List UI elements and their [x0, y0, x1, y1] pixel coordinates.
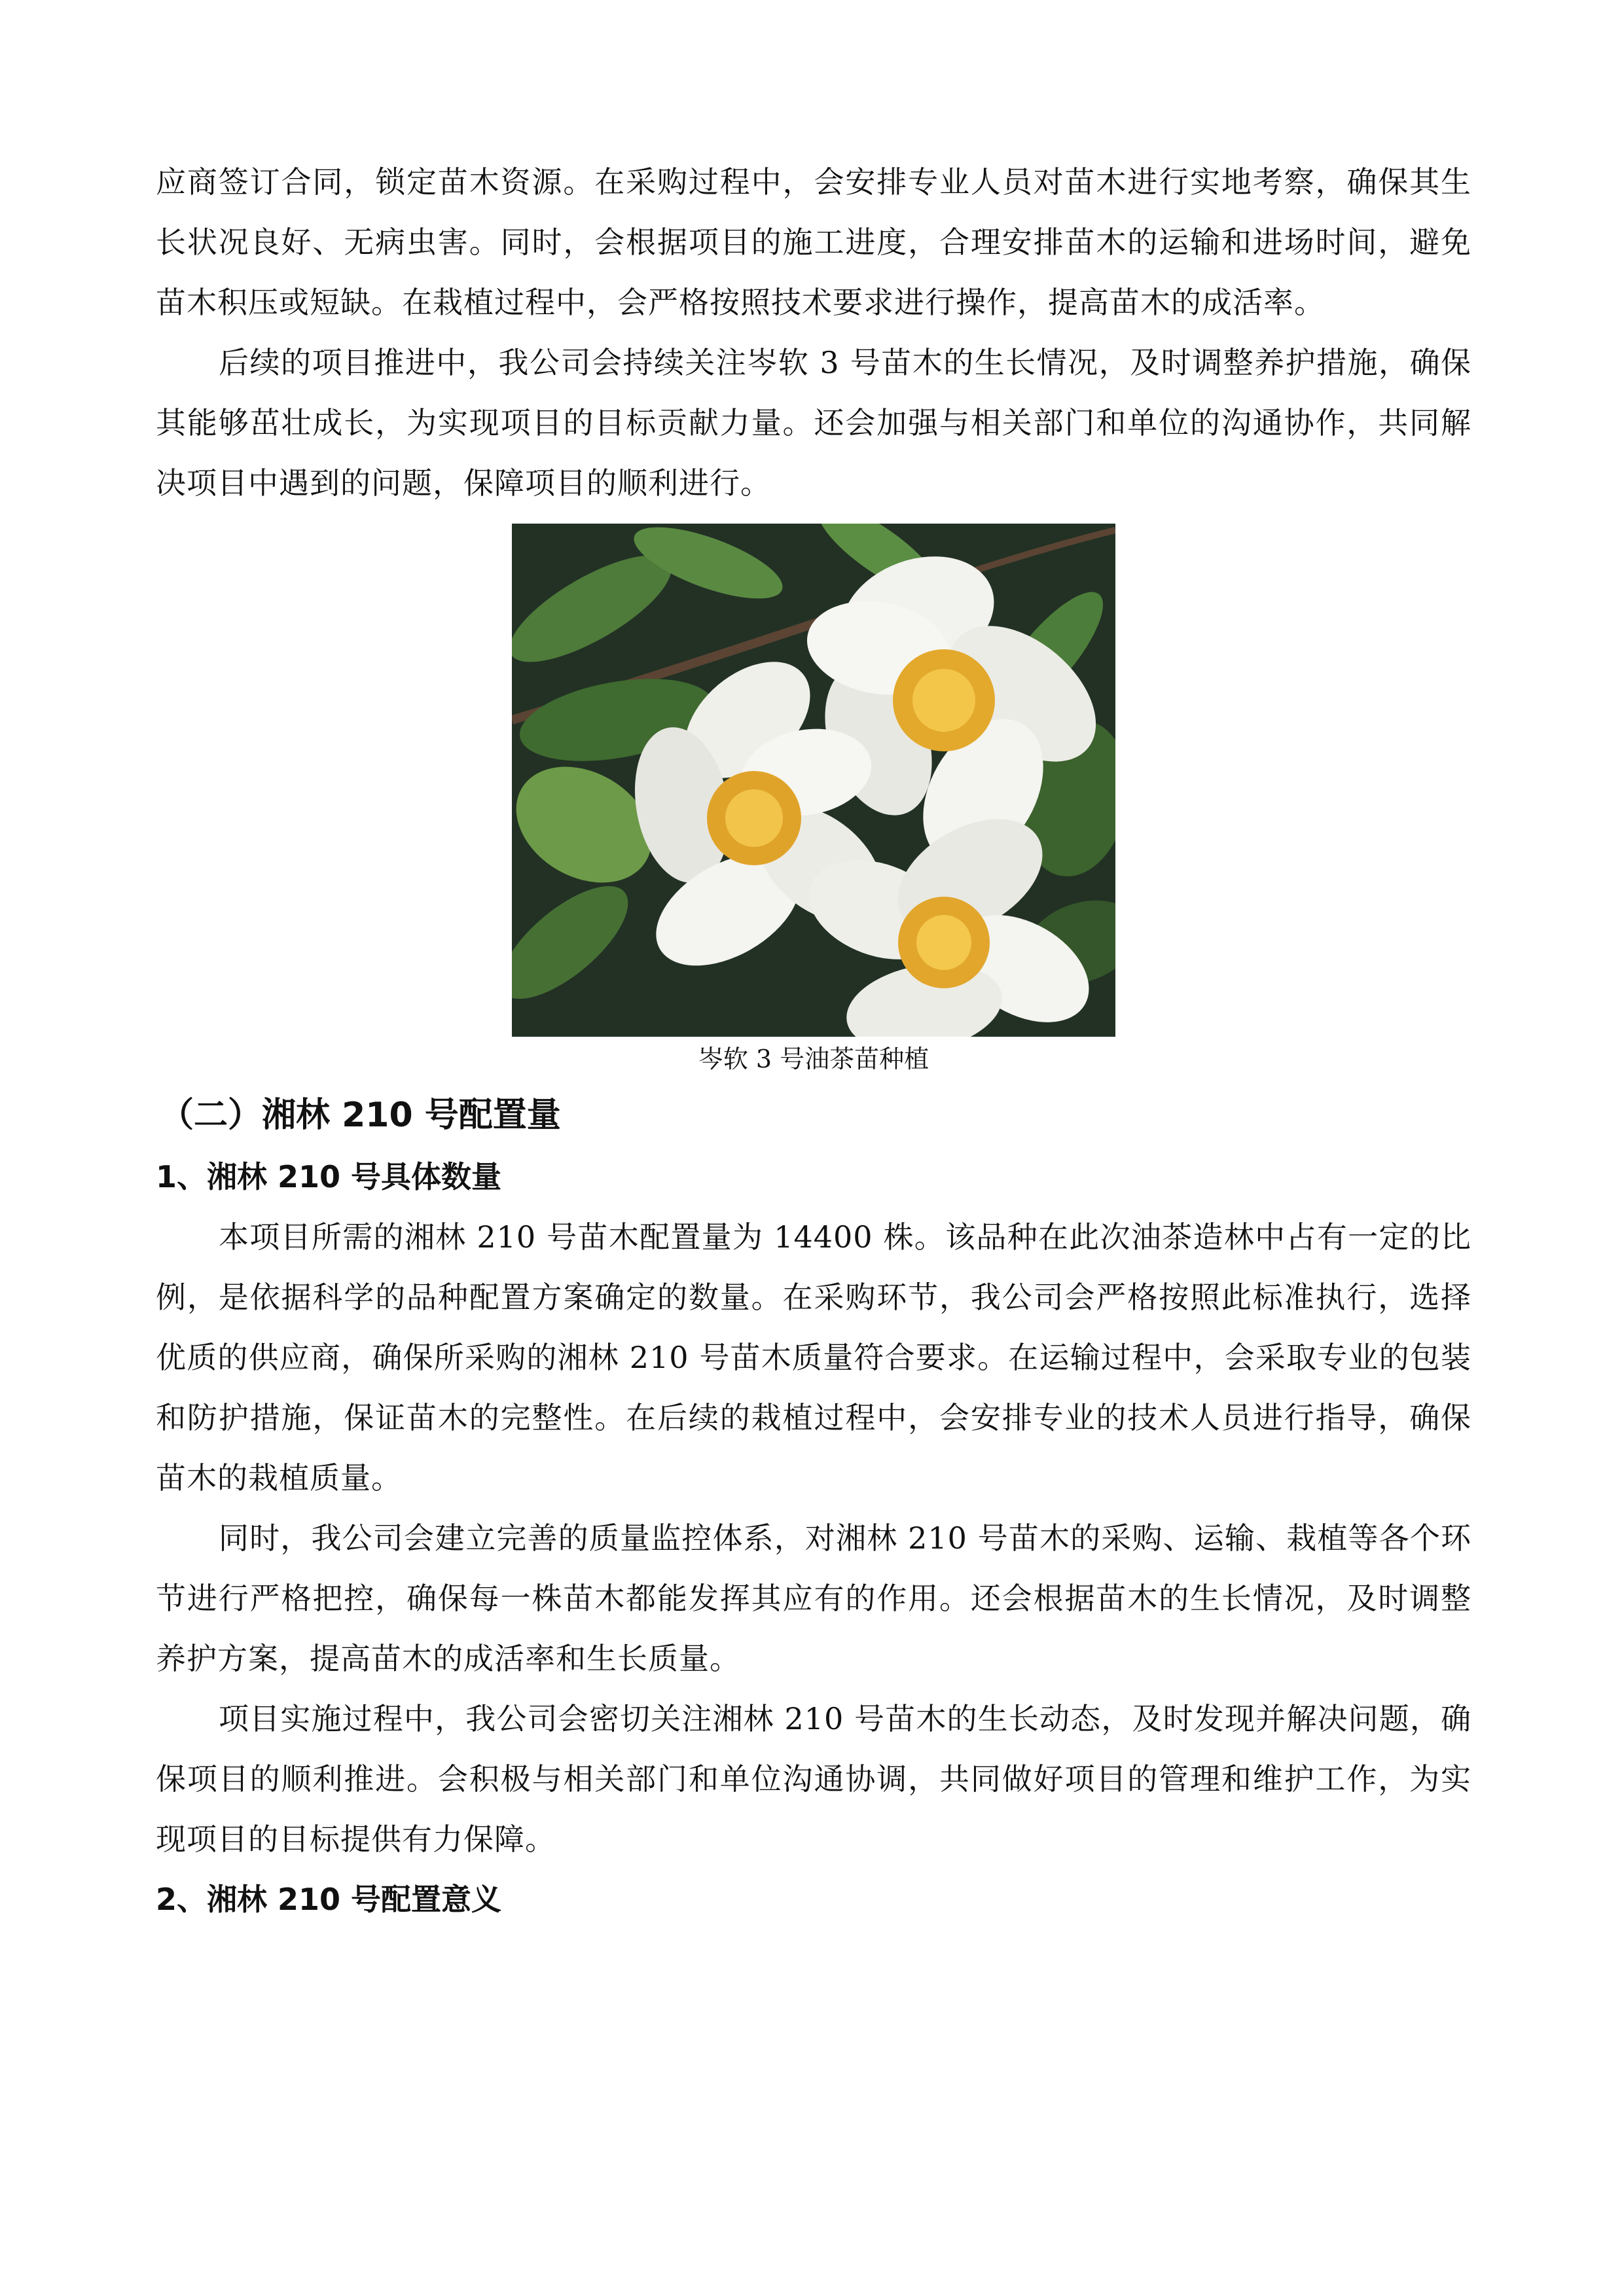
body-paragraph: 本项目所需的湘林 210 号苗木配置量为 14400 株。该品种在此次油茶造林中占有一定的比例，是依据科学的品种配置方案确定的数量。在采购环节，我公司会严格按照此标准执行，选择优质的供应商，确保所采购的湘林 210 号苗木质量符合要求。在运输过程中，会采取专业的包装和防护措施，保证苗木的完整性。在后续的栽植过程中，会安排专业的技术人员进行指导，确保苗木的栽植质量。 — [156, 1219, 1471, 1496]
subsection-heading: 2、湘林 210 号配置意义 — [156, 1882, 502, 1917]
subsection-heading: 1、湘林 210 号具体数量 — [156, 1159, 502, 1194]
section-heading: （二）湘林 210 号配置量 — [160, 1096, 561, 1135]
camellia-flower-photo — [512, 524, 1115, 1037]
body-paragraph: 后续的项目推进中，我公司会持续关注岑软 3 号苗木的生长情况，及时调整养护措施，确保其能够茁壮成长，为实现项目的目标贡献力量。还会加强与相关部门和单位的沟通协作，共同解决项目中遇到的问题，保障项目的顺利进行。 — [156, 345, 1471, 501]
figure-caption: 岑软 3 号油茶苗种植 — [698, 1045, 929, 1073]
body-paragraph: 同时，我公司会建立完善的质量监控体系，对湘林 210 号苗木的采购、运输、栽植等各个环节进行严格把控，确保每一株苗木都能发挥其应有的作用。还会根据苗木的生长情况，及时调整养护方案，提高苗木的成活率和生长质量。 — [156, 1520, 1471, 1676]
figure — [156, 524, 1471, 1100]
page-content — [156, 152, 1471, 1929]
body-paragraph: 应商签订合同，锁定苗木资源。在采购过程中，会安排专业人员对苗木进行实地考察，确保其生长状况良好、无病虫害。同时，会根据项目的施工进度，合理安排苗木的运输和进场时间，避免苗木积压或短缺。在栽植过程中，会严格按照技术要求进行操作，提高苗木的成活率。 — [156, 164, 1471, 320]
body-paragraph: 项目实施过程中，我公司会密切关注湘林 210 号苗木的生长动态，及时发现并解决问题，确保项目的顺利推进。会积极与相关部门和单位沟通协调，共同做好项目的管理和维护工作，为实现项目的目标提供有力保障。 — [156, 1701, 1471, 1857]
